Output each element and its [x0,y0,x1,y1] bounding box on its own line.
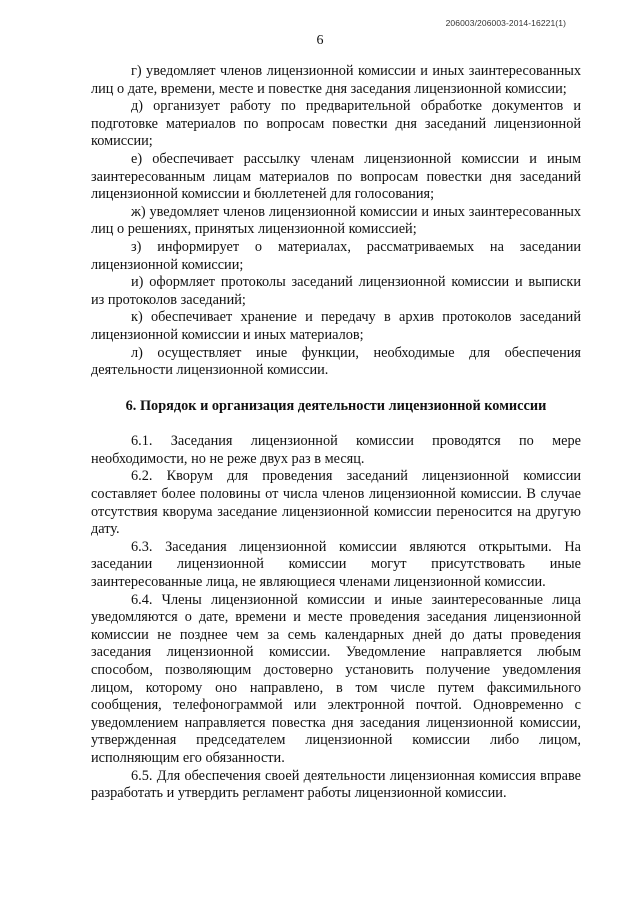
list-item-k: к) обеспечивает хранение и передачу в архив протоколов заседаний лицензионной комиссии и иных материалов; [91,309,581,343]
list-item-e: е) обеспечивает рассылку членам лицензионной комиссии и иным заинтересованным лицам материалов по вопросам повестки дня заседаний лицензионной комиссии и бюллетеней для голосования; [91,150,581,203]
list-item-z: з) информирует о материалах, рассматриваемых на заседании лицензионной комиссии; [91,238,581,273]
paragraph-6-1: 6.1. Заседания лицензионной комиссии проводятся по мере необходимости, но не реже двух раз в месяц. [91,433,581,467]
list-item-g: г) уведомляет членов лицензионной комиссии и иных заинтересованных лиц о дате, времени, месте и повестке дня заседания лицензионной комиссии; [91,63,581,97]
list-item-d: д) организует работу по предварительной обработке документов и подготовке материалов по вопросам повестки дня заседаний лицензионной комиссии; [91,98,581,150]
paragraph-6-2: 6.2. Кворум для проведения заседаний лицензионной комиссии составляет более половины от числа членов лицензионной комиссии. В случае отсутствия кворума заседание лицензионной комиссии переносится на другую дату. [91,468,581,538]
section-heading: 6. Порядок и организация деятельности лицензионной комиссии [125,397,547,414]
paragraph-6-3: 6.3. Заседания лицензионной комиссии являются открытыми. На заседании лицензионной комиссии могут присутствовать иные заинтересованные лица, не являющиеся членами лицензионной комиссии. [91,538,581,591]
document-body [91,63,581,803]
paragraph-6-5: 6.5. Для обеспечения своей деятельности лицензионная комиссия вправе разработать и утвердить регламент работы лицензионной комиссии. [91,767,581,802]
document-code: 206003/206003-2014-16221(1) [445,18,566,28]
paragraph-6-4: 6.4. Члены лицензионной комиссии и иные заинтересованные лица уведомляются о дате, времени и месте проведения заседания лицензионной комиссии не позднее чем за семь календарных дней до даты проведения заседания лицензионной комиссии. Уведомление направляется любым способом, позволяющим достоверно установить получение уведомления лицом, которому оно направлено, в том числе путем факсимильного сообщения, телефонограммой или электронной почтой. Одновременно с уведомлением направляется повестка дня заседания лицензионной комиссии, утвержденная председателем лицензионной комиссии либо лицом, исполняющим его обязанности. [91,591,581,766]
list-item-i: и) оформляет протоколы заседаний лицензионной комиссии и выписки из протоколов заседаний; [91,274,581,308]
list-item-zh: ж) уведомляет членов лицензионной комиссии и иных заинтересованных лиц о решениях, принятых лицензионной комиссией; [91,203,581,238]
list-item-l: л) осуществляет иные функции, необходимые для обеспечения деятельности лицензионной комиссии. [91,344,581,379]
page-number: 6 [316,33,324,48]
